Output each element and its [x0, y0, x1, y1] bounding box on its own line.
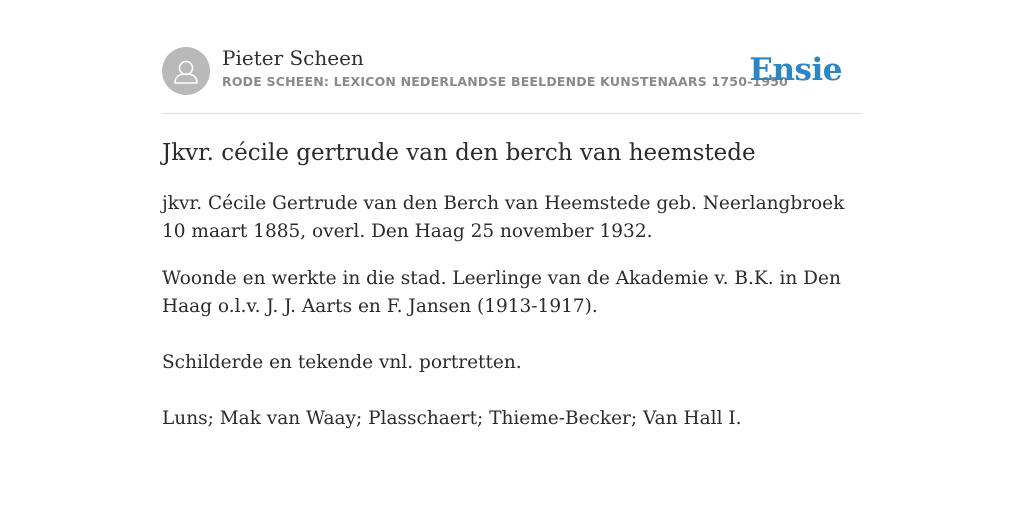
source-title[interactable]: RODE SCHEEN: LEXICON NEDERLANDSE BEELDENDE KUNSTENAARS 1750-1950	[222, 74, 789, 89]
article-paragraph-sources: Luns; Mak van Waay; Plasschaert; Thieme-Becker; Van Hall I.	[162, 408, 742, 429]
ensie-logo[interactable]: Ensie	[749, 52, 842, 88]
article-title: Jkvr. cécile gertrude van den berch van heemstede	[162, 140, 756, 166]
article-paragraph-work: Schilderde en tekende vnl. portretten.	[162, 352, 522, 373]
author-header	[162, 46, 862, 96]
article-card	[162, 0, 862, 512]
article-paragraph-birth-death: jkvr. Cécile Gertrude van den Berch van Heemstede geb. Neerlangbroek 10 maart 1885, overl. Den Haag 25 november 1932.	[162, 193, 845, 242]
author-avatar[interactable]	[162, 47, 210, 95]
author-name[interactable]: Pieter Scheen	[222, 46, 364, 70]
header-divider	[162, 113, 862, 114]
user-silhouette-icon	[162, 47, 210, 95]
article-paragraph-education: Woonde en werkte in die stad. Leerlinge van de Akademie v. B.K. in Den Haag o.l.v. J. J. Aarts en F. Jansen (1913-1917).	[162, 268, 841, 317]
